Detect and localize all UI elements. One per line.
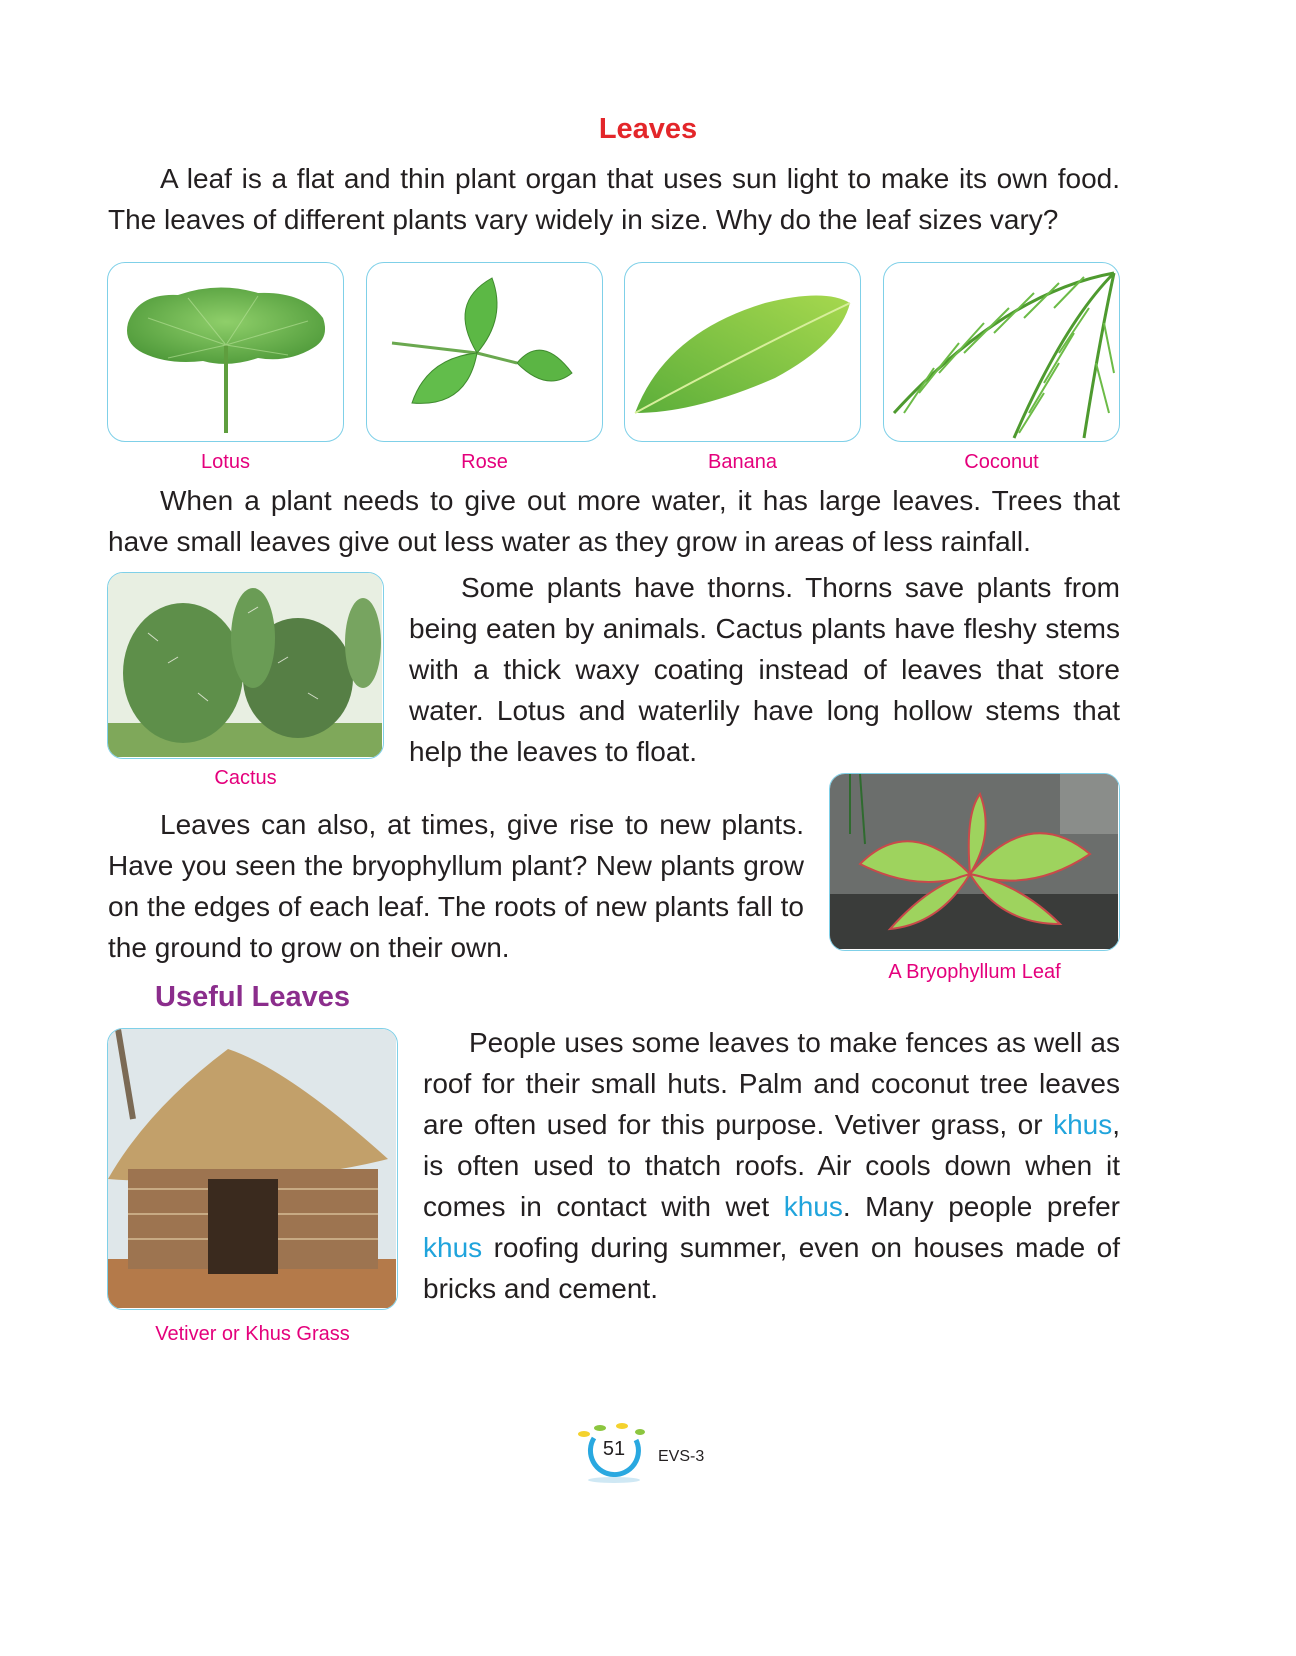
useful-leaves-heading: Useful Leaves bbox=[155, 981, 351, 1013]
keyword-khus: khus bbox=[1053, 1109, 1113, 1140]
book-code: EVS-3 bbox=[658, 1448, 705, 1465]
page-number: 51 bbox=[602, 1438, 626, 1460]
page-title: Leaves bbox=[598, 113, 698, 145]
cactus-image bbox=[107, 572, 384, 759]
banana-caption: Banana bbox=[708, 451, 777, 473]
coconut-caption: Coconut bbox=[964, 451, 1039, 473]
page-number-badge bbox=[574, 1420, 654, 1486]
lotus-leaf-card bbox=[107, 262, 344, 442]
useful-leaves-paragraph: People uses some leaves to make fences as well as roof for their small huts. Palm and coconut tree leaves are often used for this purpose. Vetiver grass, or khus, is often used to thatch roofs. Air cools down when it comes in contact with wet khus. Many people prefer khus roofing during summer, even on houses made of bricks and cement. bbox=[423, 1027, 1120, 1304]
water-paragraph: When a plant needs to give out more water, it has large leaves. Trees that have small leaves give out less water as they grow in areas of less rainfall. bbox=[108, 485, 1120, 557]
coconut-leaf-card bbox=[883, 262, 1120, 442]
khus-caption: Vetiver or Khus Grass bbox=[155, 1323, 350, 1345]
lotus-leaf-image bbox=[108, 263, 342, 440]
keyword-khus: khus bbox=[423, 1232, 483, 1263]
bryophyllum-caption: A Bryophyllum Leaf bbox=[888, 961, 1061, 983]
banana-leaf-card bbox=[624, 262, 861, 442]
coconut-leaf-image bbox=[884, 263, 1118, 440]
rose-leaf-image bbox=[367, 263, 601, 440]
cactus-caption: Cactus bbox=[214, 767, 277, 789]
rose-caption: Rose bbox=[461, 451, 508, 473]
rose-leaf-card bbox=[366, 262, 603, 442]
bryophyllum-paragraph: Leaves can also, at times, give rise to new plants. Have you seen the bryophyllum plant? New plants grow on the edges of each leaf. The roots of new plants fall to the ground to grow on their own. bbox=[108, 809, 804, 963]
khus-hut-image bbox=[107, 1028, 398, 1310]
banana-leaf-image bbox=[625, 263, 859, 440]
bryophyllum-image bbox=[829, 773, 1120, 951]
keyword-khus: khus bbox=[783, 1191, 843, 1222]
intro-paragraph: A leaf is a flat and thin plant organ that uses sun light to make its own food. The leaves of different plants vary widely in size. Why do the leaf sizes vary? bbox=[108, 163, 1120, 235]
lotus-caption: Lotus bbox=[201, 451, 250, 473]
cactus-paragraph: Some plants have thorns. Thorns save plants from being eaten by animals. Cactus plants have fleshy stems with a thick waxy coating instead of leaves that store water. Lotus and waterlily have long hollow stems that help the leaves to float. bbox=[409, 572, 1120, 767]
